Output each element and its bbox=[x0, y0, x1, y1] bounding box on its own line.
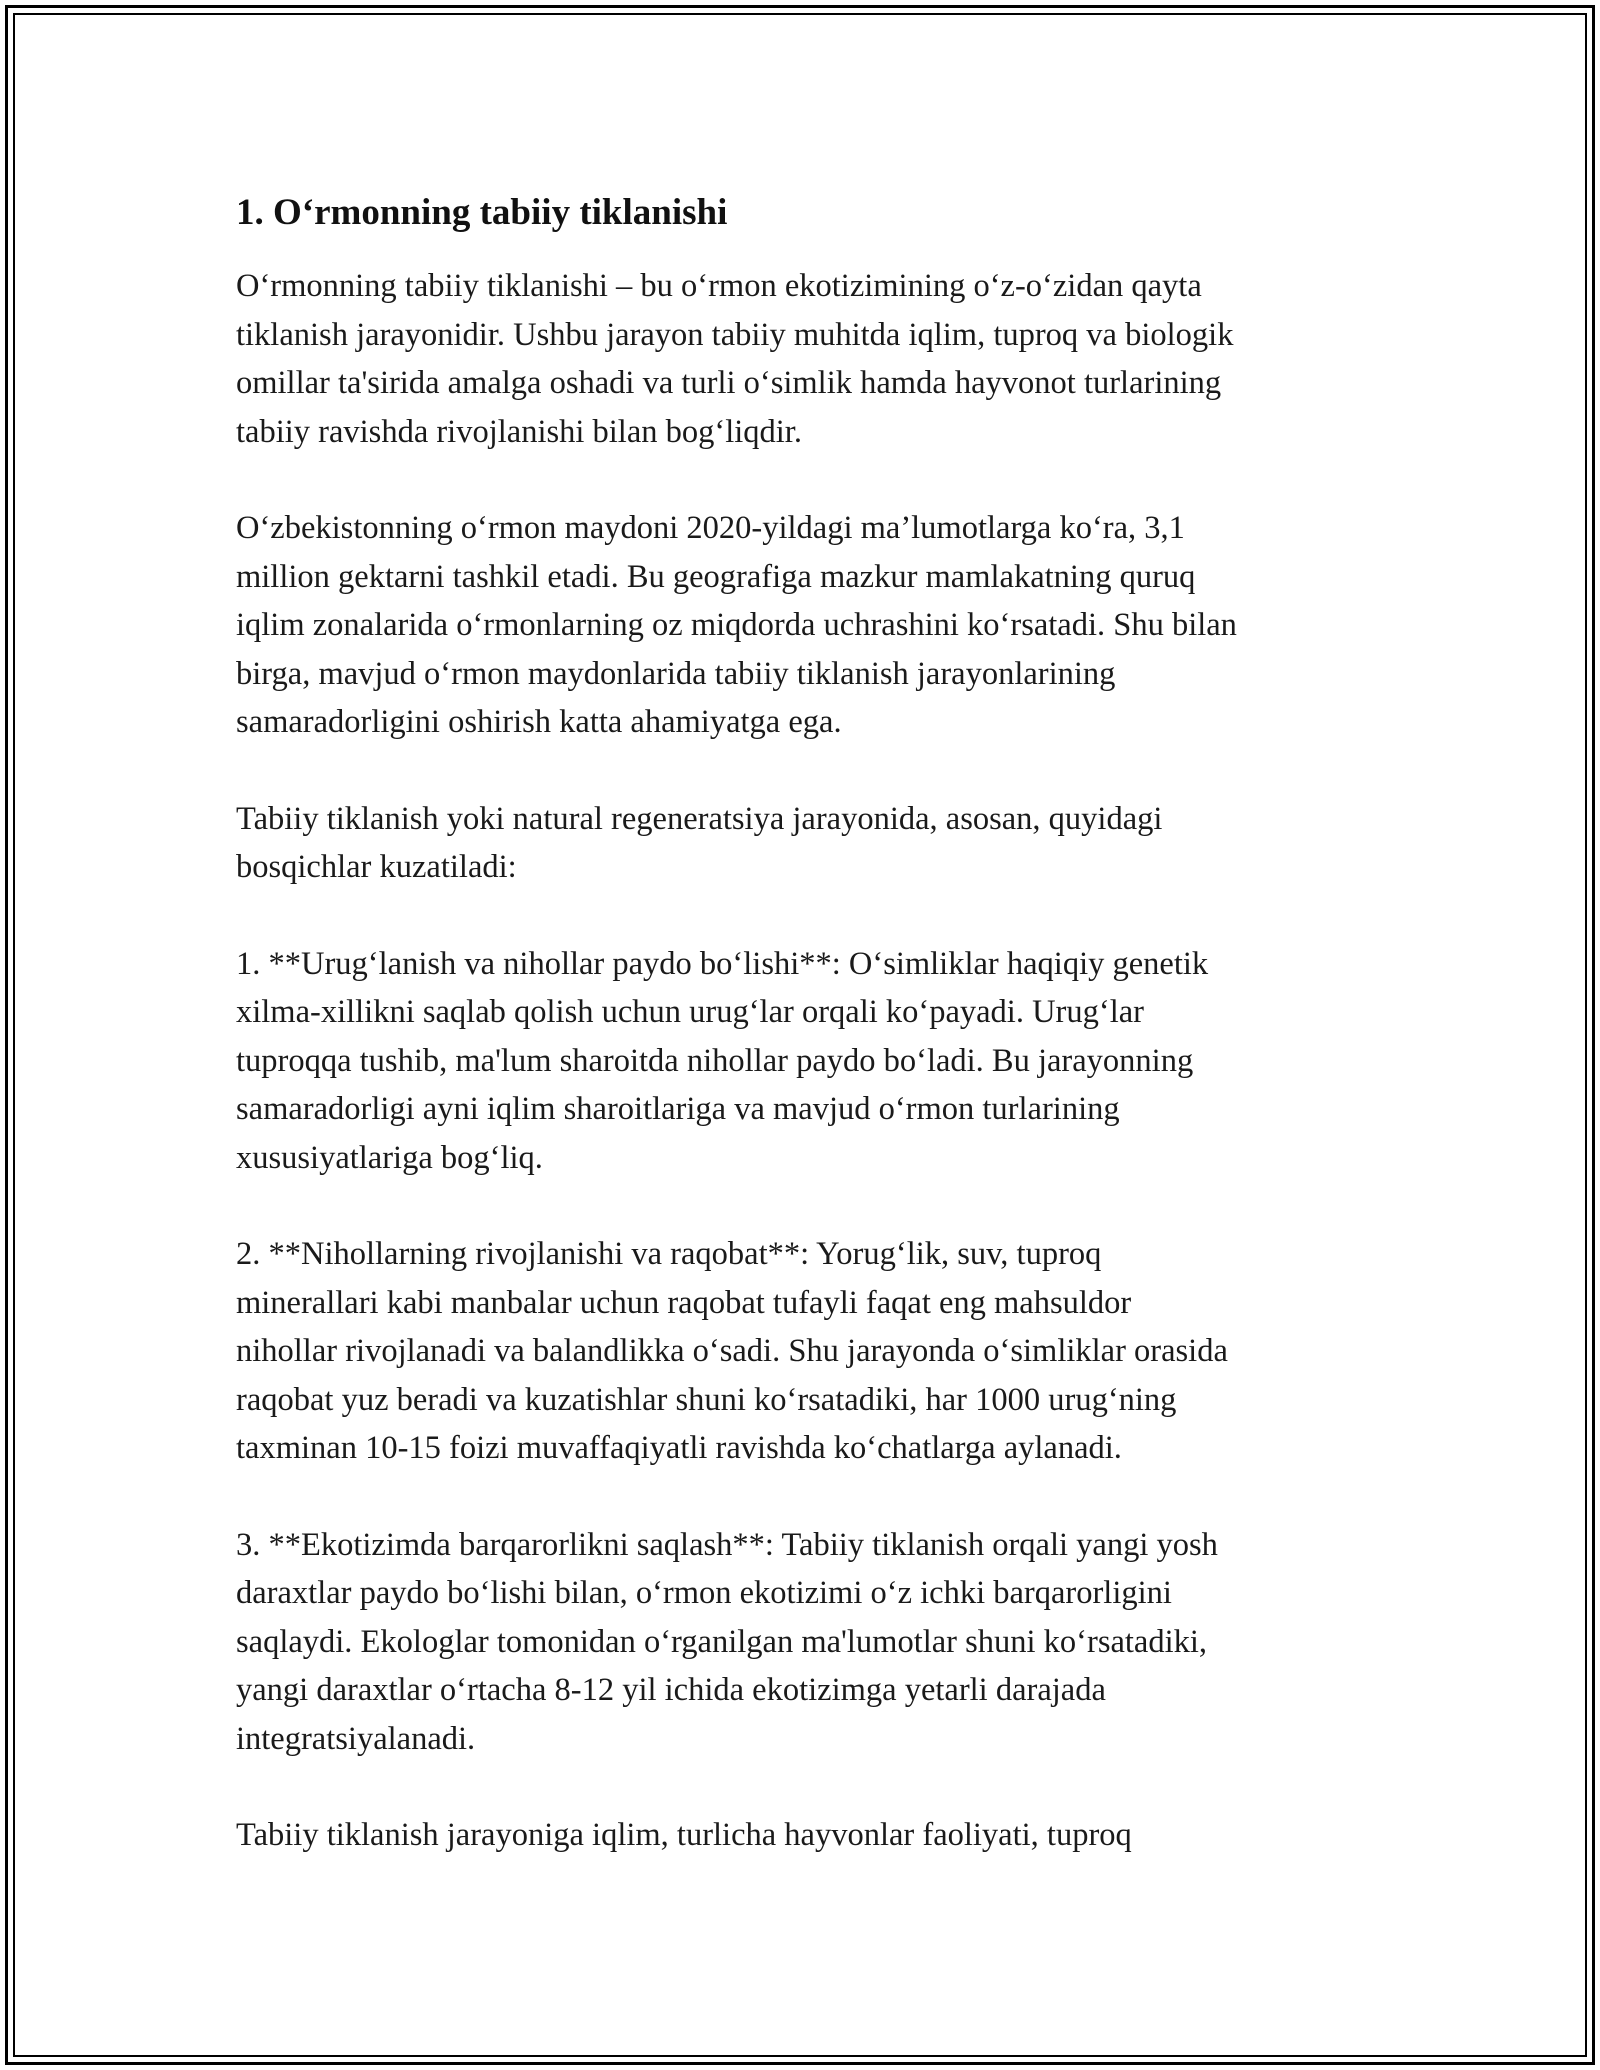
list-item-stage-2: 2. **Nihollarning rivojlanishi va raqobat**: Yorug‘lik, suv, tuproq minerallari kabi manbalar uchun raqobat tufayli faqat eng mahsuldor nihollar rivojlanadi va balandlikka o‘sadi. Shu jarayonda o‘simliklar orasida raqobat yuz beradi va kuzatishlar shuni ko‘rsatadiki, har 1000 urug‘ning taxminan 10-15 foizi muvaffaqiyatli ravishda ko‘chatlarga aylanadi. bbox=[236, 1236, 1228, 1466]
section-heading: 1. O‘rmonning tabiiy tiklanishi bbox=[236, 192, 728, 233]
list-item-stage-3: 3. **Ekotizimda barqarorlikni saqlash**: Tabiiy tiklanish orqali yangi yosh daraxtlar paydo bo‘lishi bilan, o‘rmon ekotizimi o‘z ichki barqarorligini saqlaydi. Ekologlar tomonidan o‘rganilgan ma'lumotlar shuni ko‘rsatadiki, yangi daraxtlar o‘rtacha 8-12 yil ichida ekotizimga yetarli darajada integratsiyalanadi. bbox=[236, 1526, 1218, 1757]
paragraph-forest-area: O‘zbekistonning o‘rmon maydoni 2020-yildagi ma’lumotlarga ko‘ra, 3,1 million gektarni tashkil etadi. Bu geografiga mazkur mamlakatning quruq iqlim zonalarida o‘rmonlarning oz miqdorda uchrashini ko‘rsatadi. Shu bilan birga, mavjud o‘rmon maydonlarida tabiiy tiklanish jarayonlarining samaradorligini oshirish katta ahamiyatga ega. bbox=[236, 510, 1237, 740]
list-item-stage-1: 1. **Urug‘lanish va nihollar paydo bo‘lishi**: O‘simliklar haqiqiy genetik xilma-xillikni saqlab qolish uchun urug‘lar orqali ko‘payadi. Urug‘lar tuproqqa tushib, ma'lum sharoitda nihollar paydo bo‘ladi. Bu jarayonning samaradorligi ayni iqlim sharoitlariga va mavjud o‘rmon turlarining xususiyatlariga bog‘liq. bbox=[236, 945, 1209, 1176]
paragraph-stages-intro: Tabiiy tiklanish yoki natural regeneratsiya jarayonida, asosan, quyidagi bosqichlar kuzatiladi: bbox=[236, 800, 1163, 885]
paragraph-factors: Tabiiy tiklanish jarayoniga iqlim, turlicha hayvonlar faoliyati, tuproq bbox=[236, 1817, 1132, 1853]
paragraph-intro: O‘rmonning tabiiy tiklanishi – bu o‘rmon ekotizimining o‘z-o‘zidan qayta tiklanish jarayonidir. Ushbu jarayon tabiiy muhitda iqlim, tuproq va biologik omillar ta'sirida amalga oshadi va turli o‘simlik hamda hayvonot turlarining tabiiy ravishda rivojlanishi bilan bog‘liqdir. bbox=[236, 268, 1234, 450]
document-body bbox=[236, 186, 1386, 1860]
